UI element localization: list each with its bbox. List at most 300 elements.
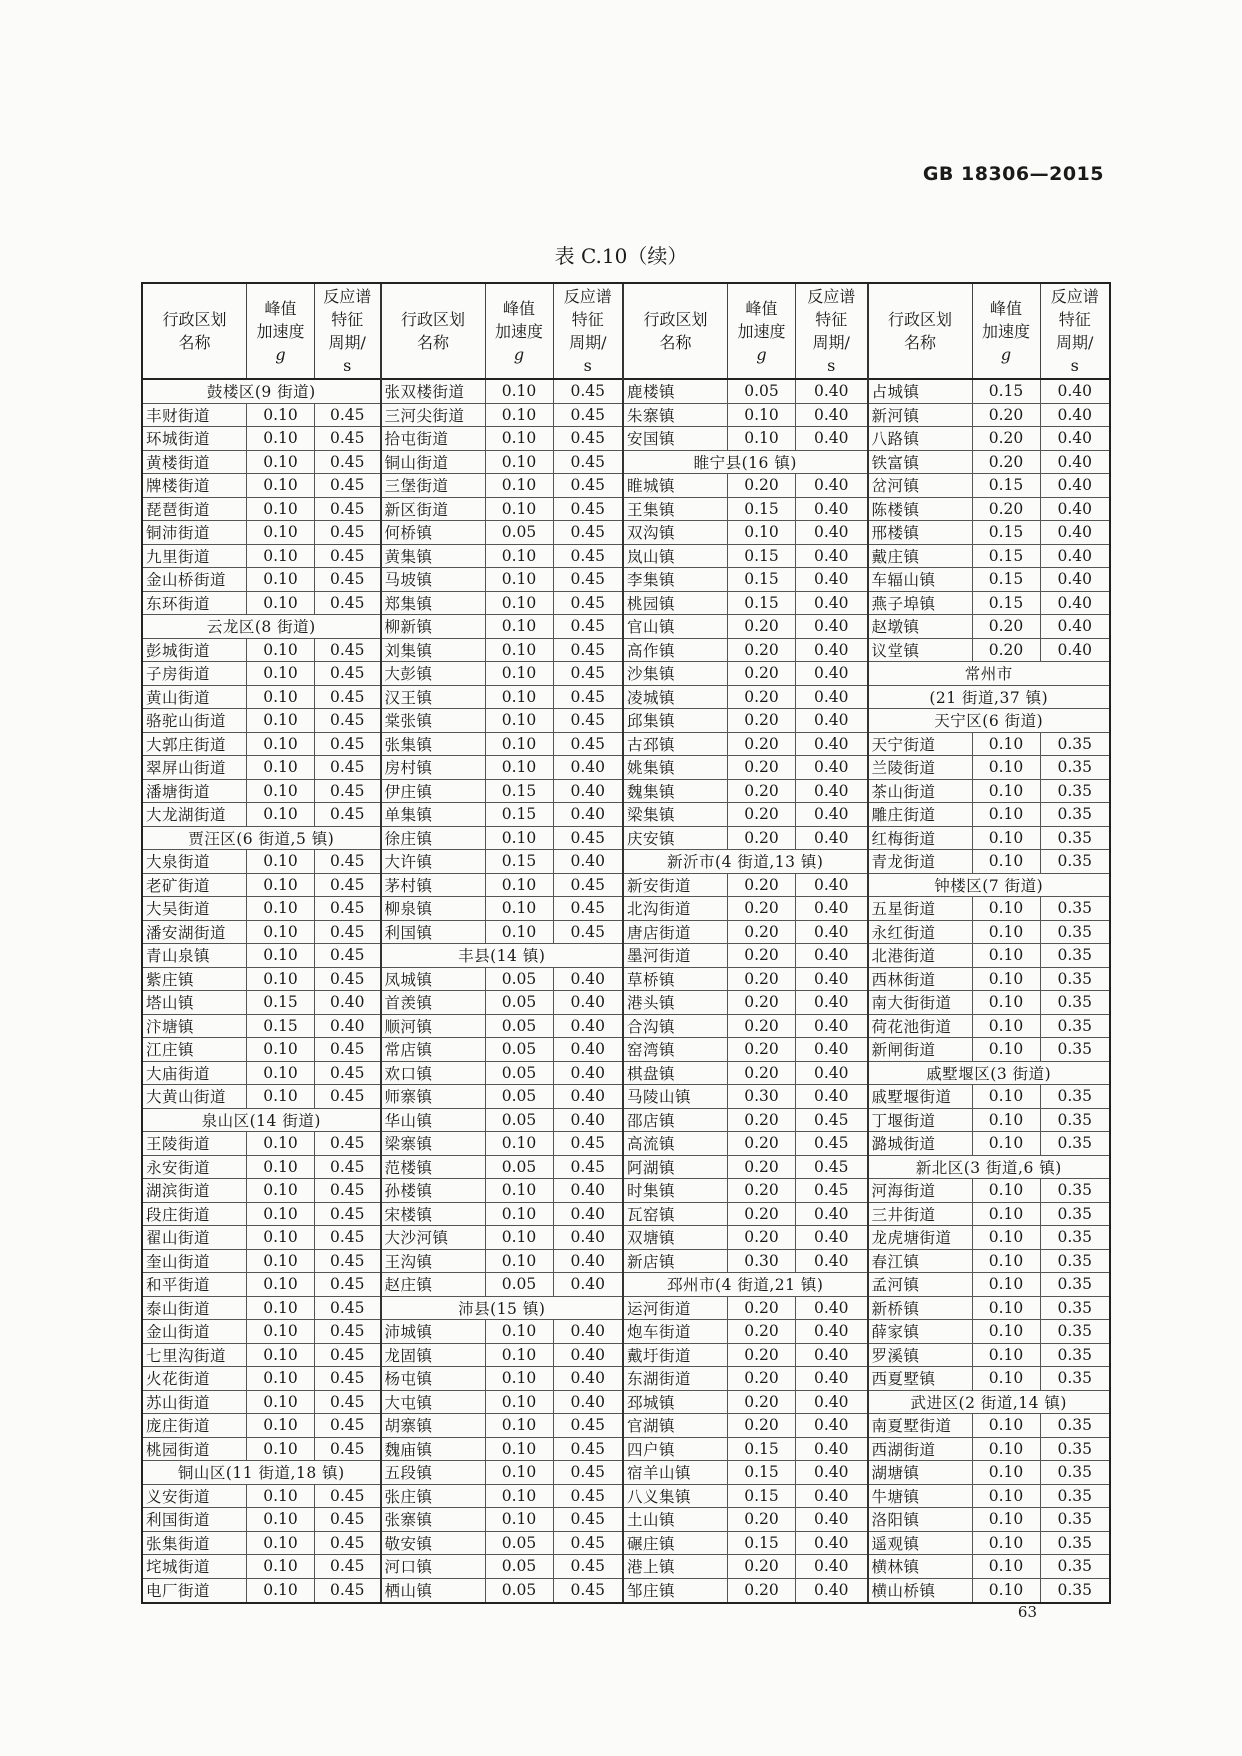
peak-acceleration: 0.10	[486, 1320, 554, 1343]
characteristic-period: 0.40	[814, 1228, 849, 1247]
header-line: g	[513, 344, 525, 364]
table-row	[869, 1109, 1110, 1133]
characteristic-period: 0.45	[330, 852, 365, 871]
table-row	[624, 991, 866, 1015]
table-row	[143, 897, 380, 921]
region-name: 大吴街道	[143, 897, 247, 920]
region-name: 罗溪镇	[869, 1344, 973, 1367]
characteristic-period: 0.45	[330, 429, 365, 448]
peak-acceleration: 0.20	[728, 1179, 796, 1202]
table-row	[382, 1461, 623, 1485]
peak-acceleration: 0.10	[486, 827, 554, 850]
peak-acceleration: 0.20	[728, 1203, 796, 1226]
peak-acceleration: 0.10	[973, 1015, 1041, 1038]
characteristic-period: 0.40	[814, 382, 849, 401]
region-name: 双塘镇	[624, 1226, 728, 1249]
region-name: 朱寨镇	[624, 404, 728, 427]
peak-acceleration: 0.10	[247, 427, 315, 450]
table-row	[869, 1132, 1110, 1156]
peak-acceleration: 0.20	[728, 1555, 796, 1578]
table-row	[143, 545, 380, 569]
group-heading-row	[143, 1109, 380, 1133]
header-line: s	[1070, 356, 1079, 375]
peak-acceleration: 0.10	[247, 1132, 315, 1155]
peak-acceleration: 0.20	[728, 991, 796, 1014]
region-name: 马陵山镇	[624, 1085, 728, 1108]
group-heading-row	[869, 709, 1110, 733]
table-row	[869, 1297, 1110, 1321]
table-row	[382, 897, 623, 921]
characteristic-period: 0.40	[814, 664, 849, 683]
peak-acceleration: 0.10	[486, 1485, 554, 1508]
characteristic-period: 0.45	[330, 1533, 365, 1552]
table-row	[143, 1532, 380, 1556]
peak-acceleration: 0.10	[247, 850, 315, 873]
characteristic-period: 0.35	[1057, 1322, 1092, 1341]
table-row	[382, 991, 623, 1015]
table-row	[624, 1532, 866, 1556]
peak-acceleration: 0.30	[728, 1250, 796, 1273]
characteristic-period: 0.40	[814, 405, 849, 424]
region-name: 北沟街道	[624, 897, 728, 920]
region-name: 潞城街道	[869, 1132, 973, 1155]
header-line: 周期/	[1056, 333, 1094, 352]
table-row	[143, 1414, 380, 1438]
peak-acceleration: 0.10	[247, 1579, 315, 1603]
characteristic-period: 0.45	[330, 758, 365, 777]
region-name: 官湖镇	[624, 1414, 728, 1437]
table-row	[382, 615, 623, 639]
table-row	[624, 827, 866, 851]
table-row	[624, 709, 866, 733]
characteristic-period: 0.45	[330, 523, 365, 542]
characteristic-period: 0.45	[330, 1510, 365, 1529]
region-name: 荷花池街道	[869, 1015, 973, 1038]
peak-acceleration: 0.10	[247, 921, 315, 944]
region-name: 潘安湖街道	[143, 921, 247, 944]
region-name: 大屯镇	[382, 1391, 486, 1414]
table-row	[143, 1579, 380, 1603]
region-name: 时集镇	[624, 1179, 728, 1202]
peak-acceleration: 0.10	[247, 1297, 315, 1320]
characteristic-period: 0.40	[814, 1416, 849, 1435]
characteristic-period: 0.45	[330, 476, 365, 495]
header-line: 行政区划	[887, 310, 952, 329]
table-row	[869, 1367, 1110, 1391]
region-name: 棠张镇	[382, 709, 486, 732]
peak-acceleration: 0.10	[247, 1179, 315, 1202]
peak-acceleration: 0.10	[973, 991, 1041, 1014]
characteristic-period: 0.45	[570, 499, 606, 518]
region-name: 兰陵街道	[869, 756, 973, 779]
table-body	[382, 380, 623, 1602]
characteristic-period: 0.40	[570, 1040, 606, 1059]
group-heading: 邳州市(4 街道,21 镇)	[667, 1276, 824, 1295]
peak-acceleration: 0.15	[728, 1438, 796, 1461]
table-row	[382, 803, 623, 827]
characteristic-period: 0.45	[570, 1581, 606, 1600]
table-row	[382, 968, 623, 992]
table-row	[624, 1250, 866, 1274]
table-row	[624, 874, 866, 898]
group-heading-row	[143, 380, 380, 404]
characteristic-period: 0.45	[570, 1439, 606, 1458]
table-row	[143, 404, 380, 428]
table-row	[869, 639, 1110, 663]
table-row	[624, 1038, 866, 1062]
table-row	[143, 1226, 380, 1250]
region-name: 邹庄镇	[624, 1579, 728, 1603]
peak-acceleration: 0.10	[973, 1414, 1041, 1437]
group-heading-row	[869, 1391, 1110, 1415]
table-row	[624, 1555, 866, 1579]
region-name: 华山镇	[382, 1109, 486, 1132]
region-name: 永红街道	[869, 921, 973, 944]
characteristic-period: 0.45	[570, 899, 606, 918]
characteristic-period: 0.40	[814, 1087, 849, 1106]
peak-acceleration: 0.10	[486, 592, 554, 615]
table-row	[624, 404, 866, 428]
peak-acceleration: 0.20	[728, 1132, 796, 1155]
peak-acceleration: 0.05	[486, 1062, 554, 1085]
region-name: 洛阳镇	[869, 1508, 973, 1531]
peak-acceleration: 0.10	[247, 662, 315, 685]
characteristic-period: 0.40	[814, 946, 849, 965]
characteristic-period: 0.40	[814, 711, 849, 730]
group-heading: 泉山区(14 街道)	[201, 1111, 321, 1130]
region-name: 大庙街道	[143, 1062, 247, 1085]
region-name: 江庄镇	[143, 1038, 247, 1061]
page-number: 63	[1017, 1603, 1037, 1621]
region-name: 龙固镇	[382, 1344, 486, 1367]
table-row	[382, 639, 623, 663]
table-row	[382, 474, 623, 498]
header-line: 加速度	[981, 321, 1030, 341]
region-name: 牌楼街道	[143, 474, 247, 497]
peak-acceleration: 0.20	[728, 1156, 796, 1179]
table-row	[624, 1508, 866, 1532]
region-name: 安国镇	[624, 427, 728, 450]
table-row	[869, 545, 1110, 569]
peak-acceleration: 0.10	[973, 733, 1041, 756]
characteristic-period: 0.35	[1057, 1016, 1092, 1035]
region-name: 沛城镇	[382, 1320, 486, 1343]
region-name: 西夏墅镇	[869, 1367, 973, 1390]
region-name: 杨屯镇	[382, 1367, 486, 1390]
region-name: 金山街道	[143, 1320, 247, 1343]
region-name: 八路镇	[869, 427, 973, 450]
characteristic-period: 0.40	[814, 546, 849, 565]
peak-acceleration: 0.15	[728, 1532, 796, 1555]
group-heading: 丰县(14 镇)	[458, 947, 546, 966]
characteristic-period: 0.40	[814, 1063, 849, 1082]
region-name: 王沟镇	[382, 1250, 486, 1273]
characteristic-period: 0.45	[330, 640, 365, 659]
characteristic-period: 0.45	[570, 523, 606, 542]
characteristic-period: 0.40	[570, 758, 606, 777]
characteristic-period: 0.35	[1057, 781, 1092, 800]
peak-acceleration: 0.20	[728, 686, 796, 709]
header-characteristic-period	[315, 284, 380, 378]
header-peak-acceleration	[486, 284, 554, 378]
peak-acceleration: 0.10	[486, 474, 554, 497]
table-row	[143, 1297, 380, 1321]
region-name: 刘集镇	[382, 639, 486, 662]
table-row	[624, 1132, 866, 1156]
peak-acceleration: 0.10	[973, 1109, 1041, 1132]
peak-acceleration: 0.10	[973, 1226, 1041, 1249]
header-line: 峰值	[989, 298, 1022, 318]
table-row	[382, 1203, 623, 1227]
peak-acceleration: 0.10	[486, 1179, 554, 1202]
region-name: 汉王镇	[382, 686, 486, 709]
region-name: 陈楼镇	[869, 498, 973, 521]
region-name: 王陵街道	[143, 1132, 247, 1155]
group-heading: 天宁区(6 街道)	[934, 712, 1044, 731]
region-name: 戴圩街道	[624, 1344, 728, 1367]
table-row	[869, 1179, 1110, 1203]
table-row	[143, 521, 380, 545]
peak-acceleration: 0.10	[973, 1038, 1041, 1061]
region-name: 紫庄镇	[143, 968, 247, 991]
region-name: 赵庄镇	[382, 1273, 486, 1296]
table-row	[869, 404, 1110, 428]
table-section	[143, 284, 382, 1602]
table-row	[382, 1555, 623, 1579]
peak-acceleration: 0.05	[486, 1532, 554, 1555]
table-row	[143, 1062, 380, 1086]
table-row	[869, 1320, 1110, 1344]
table-row	[624, 1203, 866, 1227]
table-row	[143, 803, 380, 827]
table-row	[382, 1579, 623, 1603]
characteristic-period: 0.35	[1057, 1251, 1092, 1270]
peak-acceleration: 0.10	[486, 662, 554, 685]
peak-acceleration: 0.05	[486, 1156, 554, 1179]
header-line: 周期/	[569, 333, 607, 352]
characteristic-period: 0.45	[330, 1134, 365, 1153]
table-row	[382, 780, 623, 804]
group-heading-row	[382, 1297, 623, 1321]
header-name	[143, 284, 247, 378]
region-name: 新桥镇	[869, 1297, 973, 1320]
table-row	[869, 991, 1110, 1015]
region-name: 王集镇	[624, 498, 728, 521]
region-name: 睢城镇	[624, 474, 728, 497]
region-name: 草桥镇	[624, 968, 728, 991]
region-name: 火花街道	[143, 1367, 247, 1390]
table-row	[869, 615, 1110, 639]
region-name: 孙楼镇	[382, 1179, 486, 1202]
peak-acceleration: 0.10	[973, 1579, 1041, 1603]
region-name: 青龙街道	[869, 850, 973, 873]
region-name: 邵店镇	[624, 1109, 728, 1132]
table-row	[624, 639, 866, 663]
peak-acceleration: 0.15	[728, 568, 796, 591]
peak-acceleration: 0.10	[486, 897, 554, 920]
characteristic-period: 0.35	[1057, 993, 1092, 1012]
peak-acceleration: 0.15	[728, 498, 796, 521]
region-name: 翠屏山街道	[143, 756, 247, 779]
characteristic-period: 0.45	[570, 687, 606, 706]
characteristic-period: 0.35	[1057, 1040, 1092, 1059]
table-row	[869, 592, 1110, 616]
table-row	[382, 1391, 623, 1415]
region-name: 赵墩镇	[869, 615, 973, 638]
characteristic-period: 0.40	[814, 758, 849, 777]
characteristic-period: 0.45	[330, 1439, 365, 1458]
region-name: 北港街道	[869, 944, 973, 967]
characteristic-period: 0.45	[570, 1416, 606, 1435]
region-name: 邱集镇	[624, 709, 728, 732]
peak-acceleration: 0.10	[973, 1367, 1041, 1390]
peak-acceleration: 0.10	[973, 1532, 1041, 1555]
characteristic-period: 0.45	[330, 1486, 365, 1505]
peak-acceleration: 0.10	[247, 1555, 315, 1578]
characteristic-period: 0.45	[330, 1063, 365, 1082]
peak-acceleration: 0.20	[728, 733, 796, 756]
table-row	[143, 1132, 380, 1156]
characteristic-period: 0.40	[814, 1040, 849, 1059]
characteristic-period: 0.40	[1057, 617, 1092, 636]
peak-acceleration: 0.10	[486, 709, 554, 732]
peak-acceleration: 0.10	[247, 639, 315, 662]
table-row	[382, 545, 623, 569]
peak-acceleration: 0.10	[247, 803, 315, 826]
characteristic-period: 0.40	[570, 1228, 606, 1247]
header-line: 行政区划	[162, 310, 227, 329]
peak-acceleration: 0.15	[728, 592, 796, 615]
region-name: 潘塘街道	[143, 780, 247, 803]
characteristic-period: 0.45	[570, 1157, 606, 1176]
characteristic-period: 0.40	[1057, 452, 1092, 471]
peak-acceleration: 0.10	[973, 1179, 1041, 1202]
region-name: 李集镇	[624, 568, 728, 591]
table-body	[143, 380, 380, 1602]
characteristic-period: 0.45	[570, 1533, 606, 1552]
table-row	[624, 498, 866, 522]
group-heading: 钟楼区(7 街道)	[934, 876, 1044, 895]
header-line: 峰值	[503, 298, 536, 318]
region-name: 伊庄镇	[382, 780, 486, 803]
table-row	[624, 592, 866, 616]
group-heading: 云龙区(8 街道)	[206, 618, 316, 637]
table-section	[624, 284, 868, 1602]
region-name: 官山镇	[624, 615, 728, 638]
peak-acceleration: 0.10	[973, 1085, 1041, 1108]
peak-acceleration: 0.20	[728, 1109, 796, 1132]
characteristic-period: 0.45	[330, 781, 365, 800]
characteristic-period: 0.45	[330, 805, 365, 824]
header-line: 名称	[417, 333, 450, 352]
region-name: 九里街道	[143, 545, 247, 568]
table-row	[382, 1414, 623, 1438]
peak-acceleration: 0.20	[728, 1062, 796, 1085]
group-heading-row	[382, 944, 623, 968]
region-name: 梁寨镇	[382, 1132, 486, 1155]
characteristic-period: 0.45	[570, 640, 606, 659]
characteristic-period: 0.35	[1057, 922, 1092, 941]
peak-acceleration: 0.10	[973, 1438, 1041, 1461]
header-line: g	[275, 344, 286, 364]
peak-acceleration: 0.10	[247, 1414, 315, 1437]
standard-number: GB 18306—2015	[922, 163, 1104, 185]
region-name: 墨河街道	[624, 944, 728, 967]
table-row	[624, 780, 866, 804]
region-name: 高作镇	[624, 639, 728, 662]
table-row	[869, 756, 1110, 780]
region-name: 魏集镇	[624, 780, 728, 803]
region-name: 双沟镇	[624, 521, 728, 544]
characteristic-period: 0.45	[330, 1275, 365, 1294]
characteristic-period: 0.45	[330, 1087, 365, 1106]
table-row	[382, 1226, 623, 1250]
peak-acceleration: 0.20	[728, 803, 796, 826]
peak-acceleration: 0.10	[973, 1250, 1041, 1273]
region-name: 土山镇	[624, 1508, 728, 1531]
region-name: 港头镇	[624, 991, 728, 1014]
characteristic-period: 0.40	[814, 805, 849, 824]
table-row	[869, 827, 1110, 851]
group-heading: 铜山区(11 街道,18 镇)	[177, 1464, 345, 1483]
characteristic-period: 0.40	[814, 1581, 849, 1600]
characteristic-period: 0.40	[814, 1392, 849, 1411]
region-name: 古邳镇	[624, 733, 728, 756]
peak-acceleration: 0.05	[486, 1085, 554, 1108]
table-row	[624, 1485, 866, 1509]
peak-acceleration: 0.10	[247, 733, 315, 756]
peak-acceleration: 0.10	[973, 1508, 1041, 1531]
characteristic-period: 0.35	[1057, 1134, 1092, 1153]
region-name: 首羡镇	[382, 991, 486, 1014]
characteristic-period: 0.35	[1057, 969, 1092, 988]
characteristic-period: 0.45	[570, 382, 606, 401]
header-line: 特征	[571, 310, 604, 329]
header-characteristic-period	[1041, 284, 1110, 378]
region-name: 邢楼镇	[869, 521, 973, 544]
region-name: 张集街道	[143, 1532, 247, 1555]
header-peak-acceleration	[973, 284, 1041, 378]
header-line: g	[756, 344, 767, 364]
table-row	[869, 944, 1110, 968]
table-row	[869, 1532, 1110, 1556]
characteristic-period: 0.35	[1057, 734, 1092, 753]
table-row	[382, 1485, 623, 1509]
region-name: 新区街道	[382, 498, 486, 521]
region-name: 戚墅堰街道	[869, 1085, 973, 1108]
characteristic-period: 0.45	[330, 1557, 365, 1576]
table-row	[624, 521, 866, 545]
table-row	[143, 709, 380, 733]
peak-acceleration: 0.20	[728, 1297, 796, 1320]
header-line: g	[1000, 344, 1012, 364]
characteristic-period: 0.45	[330, 711, 365, 730]
characteristic-period: 0.35	[1057, 899, 1092, 918]
table-row	[624, 968, 866, 992]
characteristic-period: 0.40	[814, 1298, 849, 1317]
characteristic-period: 0.40	[570, 969, 606, 988]
table-row	[143, 498, 380, 522]
group-heading-row	[869, 686, 1110, 710]
region-name: 大泉街道	[143, 850, 247, 873]
peak-acceleration: 0.10	[973, 1461, 1041, 1484]
peak-acceleration: 0.10	[486, 1203, 554, 1226]
region-name: 七里沟街道	[143, 1344, 247, 1367]
table-row	[143, 1555, 380, 1579]
peak-acceleration: 0.10	[247, 1508, 315, 1531]
table-row	[382, 756, 623, 780]
region-name: 庆安镇	[624, 827, 728, 850]
